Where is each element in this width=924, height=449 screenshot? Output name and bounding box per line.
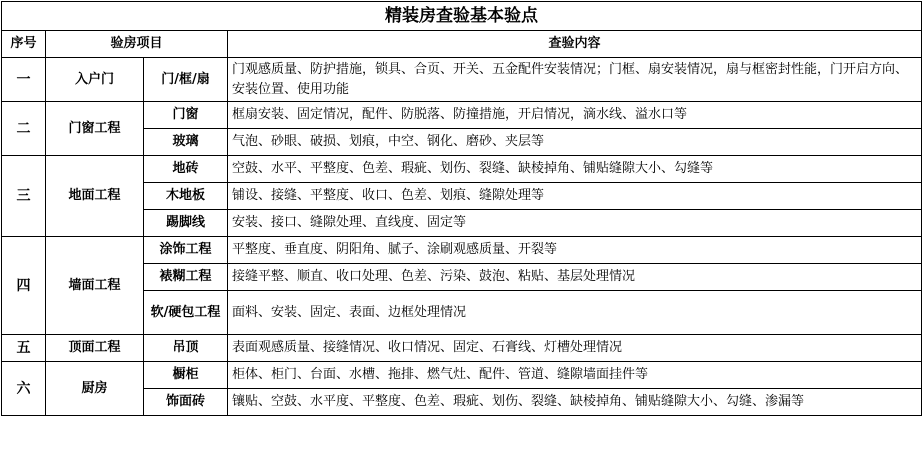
table-row	[2, 335, 922, 362]
section-number: 四	[2, 237, 46, 335]
item-content: 表面观感质量、接缝情况、收口情况、固定、石膏线、灯槽处理情况	[228, 335, 922, 362]
section-number: 二	[2, 102, 46, 156]
item-content: 气泡、砂眼、破损、划痕，中空、钢化、磨砂、夹层等	[228, 129, 922, 156]
item-content: 门观感质量、防护措施，锁具、合页、开关、五金配件安装情况；门框、扇安装情况，扇与框密封性能，门开启方向、安装位置、使用功能	[228, 58, 922, 102]
item-name: 裱糊工程	[144, 264, 228, 291]
section-category: 入户门	[46, 58, 144, 102]
header-no: 序号	[2, 31, 46, 58]
item-content: 柜体、柜门、台面、水槽、拖排、燃气灶、配件、管道、缝隙墙面挂件等	[228, 362, 922, 389]
section-category: 墙面工程	[46, 237, 144, 335]
section-category: 厨房	[46, 362, 144, 416]
item-content: 铺设、接缝、平整度、收口、色差、划痕、缝隙处理等	[228, 183, 922, 210]
table-row	[2, 102, 922, 129]
item-content: 框扇安装、固定情况，配件、防脱落、防撞措施，开启情况，滴水线、溢水口等	[228, 102, 922, 129]
section-number: 三	[2, 156, 46, 237]
table-row	[2, 237, 922, 264]
item-content: 镶贴、空鼓、水平度、平整度、色差、瑕疵、划伤、裂缝、缺棱掉角、铺贴缝隙大小、勾缝、渗漏等	[228, 389, 922, 416]
item-content: 空鼓、水平、平整度、色差、瑕疵、划伤、裂缝、缺棱掉角、铺贴缝隙大小、勾缝等	[228, 156, 922, 183]
item-name: 木地板	[144, 183, 228, 210]
item-name: 门/框/扇	[144, 58, 228, 102]
table-row	[2, 58, 922, 102]
section-category: 地面工程	[46, 156, 144, 237]
item-name: 门窗	[144, 102, 228, 129]
section-number: 一	[2, 58, 46, 102]
item-name: 地砖	[144, 156, 228, 183]
header-content: 查验内容	[228, 31, 922, 58]
section-category: 门窗工程	[46, 102, 144, 156]
item-name: 橱柜	[144, 362, 228, 389]
item-name: 踢脚线	[144, 210, 228, 237]
inspection-table	[1, 1, 922, 416]
table-title: 精装房查验基本验点	[2, 2, 922, 31]
section-category: 顶面工程	[46, 335, 144, 362]
item-name: 涂饰工程	[144, 237, 228, 264]
item-name: 软/硬包工程	[144, 291, 228, 335]
item-content: 接缝平整、顺直、收口处理、色差、污染、鼓泡、粘贴、基层处理情况	[228, 264, 922, 291]
item-content: 面料、安装、固定、表面、边框处理情况	[228, 291, 922, 335]
section-number: 五	[2, 335, 46, 362]
section-number: 六	[2, 362, 46, 416]
table-row	[2, 156, 922, 183]
item-name: 玻璃	[144, 129, 228, 156]
table-row	[2, 362, 922, 389]
item-name: 吊顶	[144, 335, 228, 362]
item-name: 饰面砖	[144, 389, 228, 416]
header-project: 验房项目	[46, 31, 228, 58]
item-content: 平整度、垂直度、阴阳角、腻子、涂刷观感质量、开裂等	[228, 237, 922, 264]
item-content: 安装、接口、缝隙处理、直线度、固定等	[228, 210, 922, 237]
